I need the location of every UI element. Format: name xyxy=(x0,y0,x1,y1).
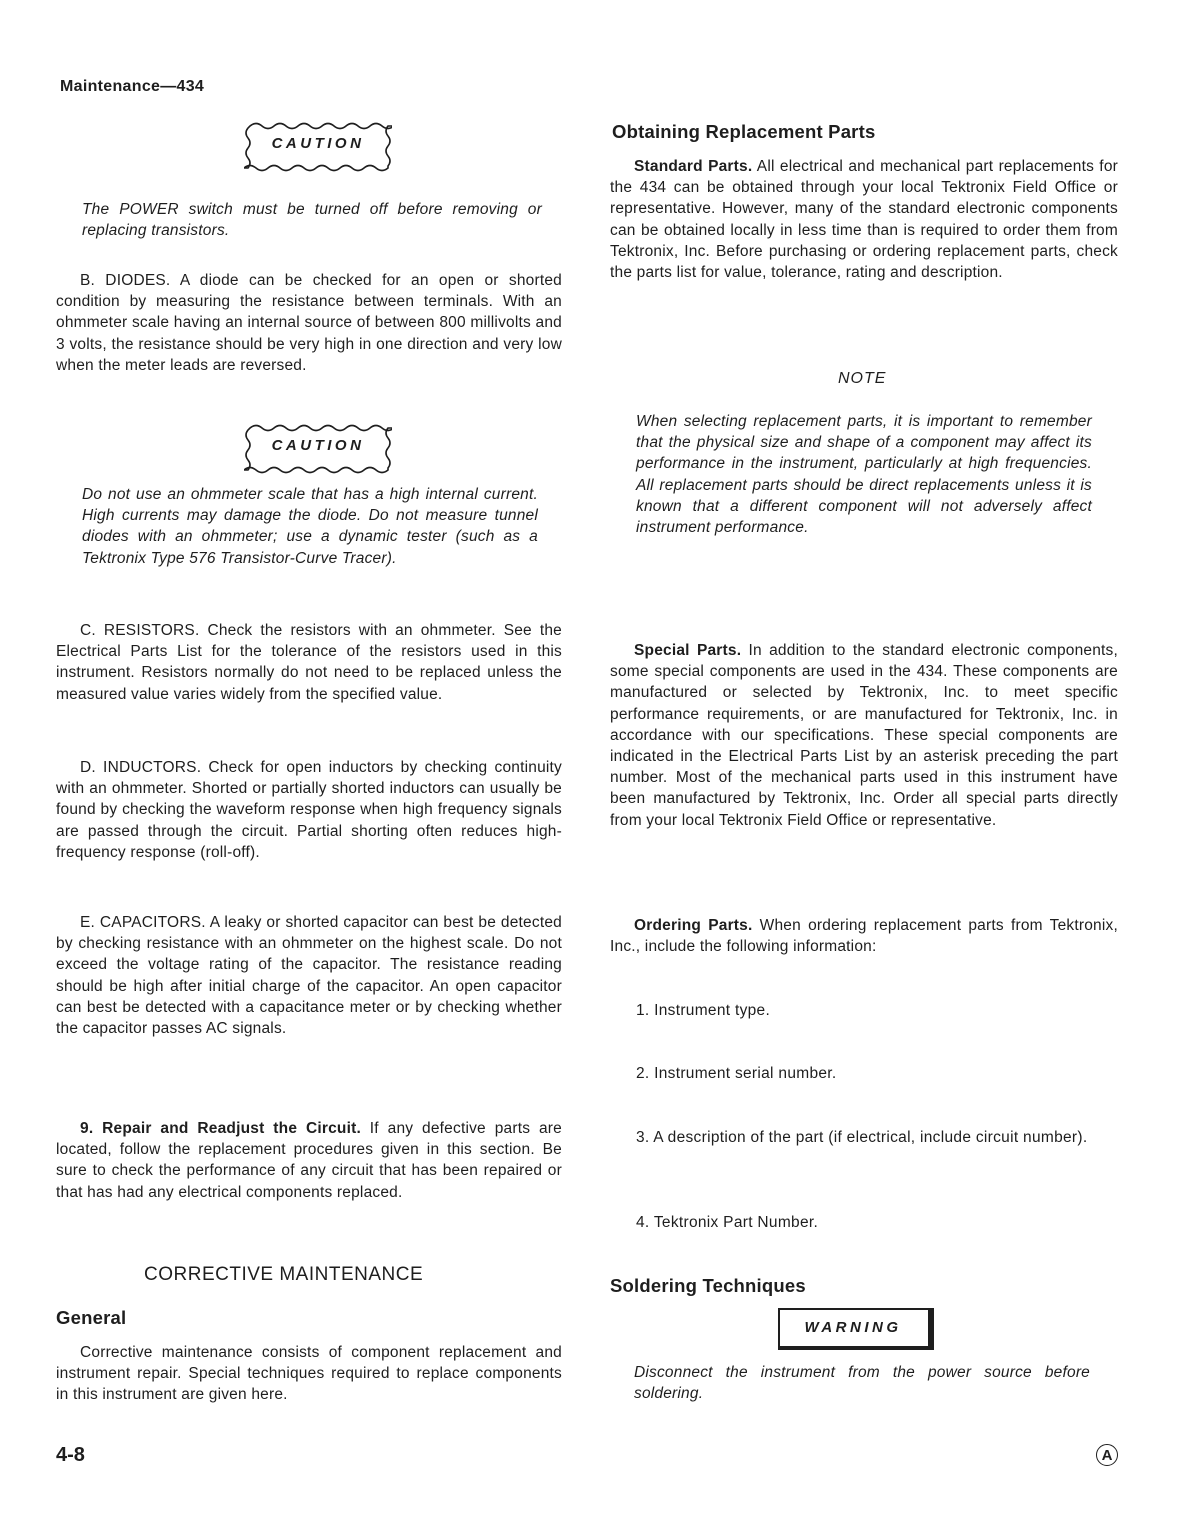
inductors-lead: D. INDUCTORS. xyxy=(80,759,202,776)
warning-text: Disconnect the instrument from the power source before soldering. xyxy=(634,1364,1090,1403)
diodes-paragraph xyxy=(56,270,562,376)
note-text: When selecting replacement parts, it is important to remember that the physical size and shape of a component may affect its performance in the instrument, particularly at high frequencies. All replacement parts should be direct replacements unless it is known that a different component will not adversely affect instrument performance. xyxy=(636,413,1092,537)
special-parts-text: In addition to the standard electronic components, some special components are used in the 434. These components are manufactured or selected by Tektronix, Inc. to meet specific performance requirements, or are manufactured for Tektronix, Inc. in accordance with our specifications. These special components are indicated in the Electrical Parts List by an asterisk preceding the part number. Most of the mechanical parts used in this instrument have been manufactured by Tektronix, Inc. Order all special parts directly from your local Tektronix Field Office or representative. xyxy=(610,642,1119,829)
soldering-techniques-heading: Soldering Techniques xyxy=(610,1275,806,1296)
order-item: 4. Tektronix Part Number. xyxy=(636,1214,819,1231)
corrective-maintenance-heading: CORRECTIVE MAINTENANCE xyxy=(144,1264,424,1285)
capacitors-text: A leaky or shorted capacitor can best be detected by checking resistance with an ohmmeter on the highest scale. Do not exceed the voltage rating of the capacitor. The resistance reading should be high after initial charge of the capacitor. An open capacitor can best be detected with a capacitance meter or by checking whether the capacitor passes AC signals. xyxy=(56,914,562,1038)
caution-label: CAUTION xyxy=(271,437,365,454)
standard-parts-lead: Standard Parts. xyxy=(634,158,753,175)
resistors-paragraph xyxy=(56,620,562,705)
caution-text-1: The POWER switch must be turned off before removing or replacing transistors. xyxy=(82,201,542,240)
caution-box-1 xyxy=(244,118,392,176)
repair-lead: 9. Repair and Readjust the Circuit. xyxy=(80,1120,361,1137)
caution-text-2: Do not use an ohmmeter scale that has a high internal current. High currents may damage the diode. Do not measure tunnel diodes with an ohmmeter; use a dynamic tester (such as a Tektronix Type 576 Transistor-Curve Tracer). xyxy=(82,486,538,567)
revision-mark-icon: A xyxy=(1096,1444,1118,1466)
repair-text: If any defective parts are located, follow the replacement procedures given in this section. Be sure to check the performance of any circuit that has been repaired or that has had any electrical components replaced. xyxy=(56,1120,562,1201)
warning-label: WARNING xyxy=(804,1319,902,1336)
order-item: 3. A description of the part (if electrical, include circuit number). xyxy=(636,1129,1088,1146)
ordering-parts-lead: Ordering Parts. xyxy=(634,917,753,934)
order-item: 1. Instrument type. xyxy=(636,1002,771,1019)
standard-parts-paragraph xyxy=(610,156,1118,283)
resistors-lead: C. RESISTORS. xyxy=(80,622,200,639)
obtaining-replacement-parts-heading: Obtaining Replacement Parts xyxy=(612,121,876,142)
ordering-parts-text: When ordering replacement parts from Tektronix, Inc., include the following information: xyxy=(610,917,1118,956)
caution-label: CAUTION xyxy=(271,135,365,152)
capacitors-lead: E. CAPACITORS. xyxy=(80,914,206,931)
capacitors-paragraph xyxy=(56,912,562,1039)
diodes-text: A diode can be checked for an open or shorted condition by measuring the resistance between terminals. With an ohmmeter scale having an internal source of between 800 millivolts and 3 volts, the resistance should be very high in one direction and very low when the meter leads are reversed. xyxy=(56,272,563,374)
warning-box xyxy=(778,1308,934,1350)
special-parts-paragraph xyxy=(610,640,1118,831)
repair-paragraph xyxy=(56,1118,562,1203)
inductors-text: Check for open inductors by checking continuity with an ohmmeter. Shorted or partially shorted inductors can usually be found by checking the waveform response when high frequency signals are passed through the circuit. Partial shorting often reduces high-frequency response (roll-off). xyxy=(56,759,562,861)
note-title: NOTE xyxy=(838,370,887,387)
general-heading: General xyxy=(56,1307,127,1328)
special-parts-lead: Special Parts. xyxy=(634,642,742,659)
ordering-parts-paragraph xyxy=(610,915,1118,957)
caution-box-2 xyxy=(244,420,392,478)
running-head: Maintenance—434 xyxy=(60,78,205,95)
page-number: 4-8 xyxy=(56,1444,85,1466)
resistors-text: Check the resistors with an ohmmeter. See the Electrical Parts List for the tolerance of the resistors used in this instrument. Resistors normally do not need to be replaced unless the measured value varies widely from the specified value. xyxy=(56,622,562,703)
general-paragraph: Corrective maintenance consists of component replacement and instrument repair. Special techniques required to replace components in this instrument are given here. xyxy=(56,1344,562,1404)
diodes-lead: B. DIODES. xyxy=(80,272,171,289)
inductors-paragraph xyxy=(56,757,562,863)
order-item: 2. Instrument serial number. xyxy=(636,1065,837,1082)
standard-parts-text: All electrical and mechanical part replacements for the 434 can be obtained through your local Tektronix Field Office or representative. However, many of the standard electronic components can be obtained locally in less time than is required to order them from Tektronix, Inc. Before purchasing or ordering replacement parts, check the parts list for value, tolerance, rating and description. xyxy=(610,158,1118,282)
